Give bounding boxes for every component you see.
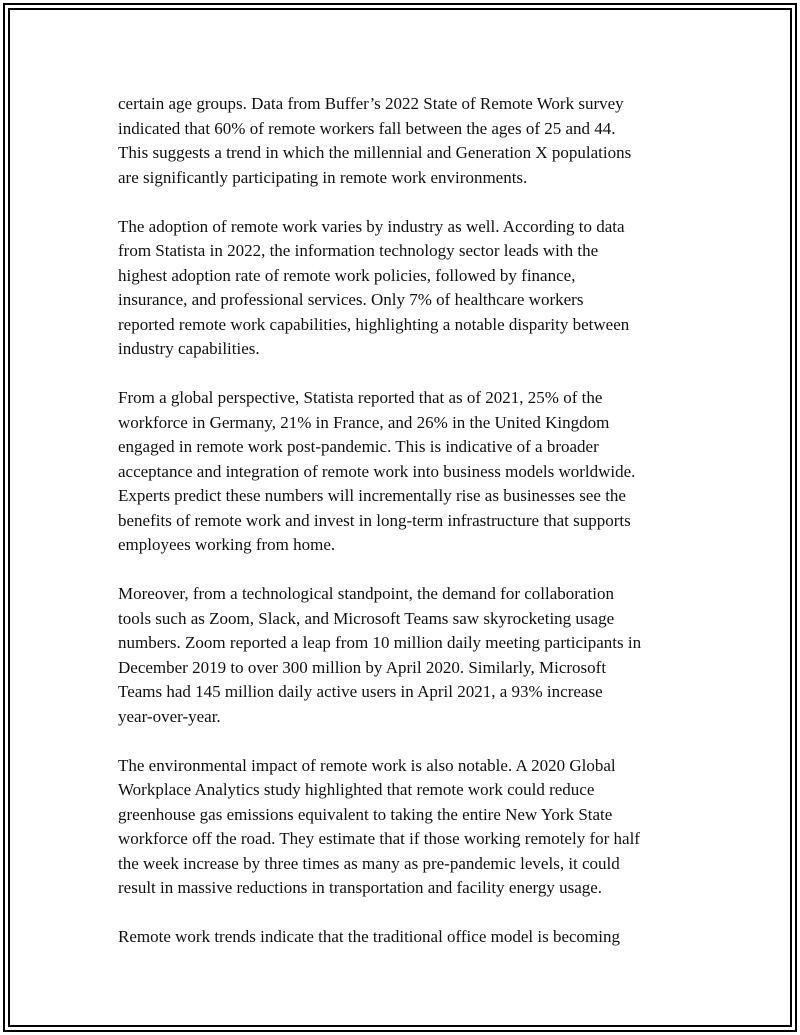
paragraph-collaboration-tools: Moreover, from a technological standpoint, the demand for collaboration tools such as Zoom, Slack, and Microsoft Teams saw skyrocketing usage numbers. Zoom reported a leap from 10 million daily meeting participants in December 2019 to over 300 million by April 2020. Similarly, Microsoft Teams had 145 million daily active users in April 2021, a 93% increase year-over-year. <box>118 584 642 726</box>
paragraph-office-model: Remote work trends indicate that the traditional office model is becoming <box>118 927 620 946</box>
document-body <box>118 92 688 974</box>
paragraph-environmental-impact: The environmental impact of remote work is also notable. A 2020 Global Workplace Analytics study highlighted that remote work could reduce greenhouse gas emissions equivalent to taking the entire New York State workforce off the road. They estimate that if those working remotely for half the week increase by three times as many as pre-pandemic levels, it could result in massive reductions in transportation and facility energy usage. <box>118 755 640 897</box>
paragraph-age-groups: certain age groups. Data from Buffer’s 2022 State of Remote Work survey indicated that 60% of remote workers fall between the ages of 25 and 44. This suggests a trend in which the millennial and Generation X populations are significantly participating in remote work environments. <box>118 94 632 187</box>
paragraph-industry-adoption: The adoption of remote work varies by industry as well. According to data from Statista in 2022, the information technology sector leads with the highest adoption rate of remote work policies, followed by finance, insurance, and professional services. Only 7% of healthcare workers reported remote work capabilities, highlighting a notable disparity between industry capabilities. <box>118 216 630 358</box>
paragraph-global-perspective: From a global perspective, Statista reported that as of 2021, 25% of the workforce in Germany, 21% in France, and 26% in the United Kingdom engaged in remote work post-pandemic. This is indicative of a broader acceptance and integration of remote work into business models worldwide. Experts predict these numbers will incrementally rise as businesses see the benefits of remote work and invest in long-term infrastructure that supports employees working from home. <box>118 388 636 554</box>
